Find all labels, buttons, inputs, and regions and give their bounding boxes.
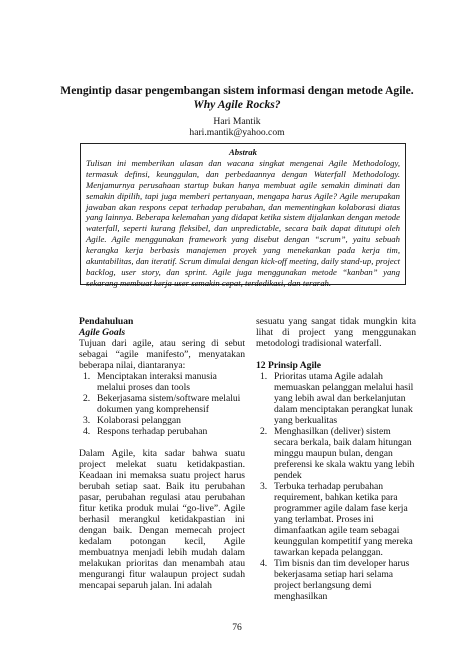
- goal-item: 1. Menciptakan interaksi manusia melalui proses dan tools: [83, 371, 217, 393]
- goals-intro: Tujuan dari agile, atau sering di sebut sebagai “agile manifesto”, menyatakan beberapa nilai, diantaranya:: [79, 338, 245, 371]
- principle-item: 1. Prioritas utama Agile adalah memuaskan pelanggan melalui hasil yang lebih awal dan berkelanjutan dalam menciptakan perangkat lunak yang berkualitas: [260, 371, 414, 426]
- principles-list: [256, 371, 416, 602]
- left-column: [79, 316, 245, 591]
- page-number: 76: [232, 622, 242, 633]
- principle-item: 2. Menghasilkan (deliver) sistem secara berkala, baik dalam hitungan minggu maupun bulan, dengan preferensi ke skala waktu yang lebih pendek: [260, 426, 415, 481]
- principle-item: 3. Terbuka terhadap perubahan requirement, bahkan ketika para programmer agile dalam fase kerja yang terlambat. Proses ini dimanfaatkan agile team sebagai keunggulan kompetitif yang mereka tawarkan kepada pelanggan.: [260, 481, 413, 558]
- goal-item: 2. Bekerjasama sistem/software melalui dokumen yang komprehensif: [83, 393, 241, 415]
- author-block: [0, 116, 474, 138]
- goal-item: 4. Respons terhadap perubahan: [83, 426, 208, 437]
- author-name: Hari Mantik: [213, 116, 261, 127]
- goal-item: 3. Kolaborasi pelanggan: [83, 415, 181, 426]
- section-heading-pendahuluan: Pendahuluan: [79, 316, 134, 327]
- author-email: hari.mantik@yahoo.com: [189, 127, 285, 138]
- paper-title: [0, 84, 474, 112]
- left-body-paragraph: Dalam Agile, kita sadar bahwa suatu project melekat suatu ketidakpastian. Keadaan ini memaksa suatu project harus berubah setiap saat. Baik itu perubahan pasar, perubahan regulasi atau perubahan fitur ketika produk mulai “go-live”. Agile berhasil merangkul ketidakpastian ini dengan baik. Dengan memecah project kedalam potongan kecil, Agile membuatnya menjadi lebih mudah dalam melakukan prioritas dan menambah atau mengurangi fitur walaupun project sudah mencapai separuh jalan. Ini adalah: [79, 448, 245, 591]
- principle-item: 4. Tim bisnis dan tim developer harus bekerjasama setiap hari selama project berlangsung demi menghasilkan: [260, 558, 410, 602]
- section-heading-12-prinsip: 12 Prinsip Agile: [256, 360, 322, 371]
- abstract-text: Tulisan ini memberikan ulasan dan wacana singkat mengenai Agile Methodology, termasuk definsi, keunggulan, dan perbedaannya dengan Waterfall Methodology. Menjamurnya perusahaan startup bukan hanya membuat agile semakin diminati dan semakin dipilih, tapi juga memberi pertanyaan, mengapa harus Agile? Agile merupakan jawaban akan respons cepat terhadap perubahan, dan mementingkan kolaborasi diatas yang lainnya. Beberapa kelemahan yang didapat ketika sistem dijalankan dengan metode waterfall, seperti kurang fleksibel, dan unpredictable, secara baik dapat ditutupi oleh Agile. Agile menggunakan framework yang disebut dengan “scrum”, yaitu sebuah kerangka kerja berbasis manajemen proyek yang menekankan pada kerja tim, akuntabilitas, dan iteratif. Scrum dimulai dengan kick-off meeting, daily stand-up, project backlog, user story, dan sprint. Agile juga menggunakan metode “kanban” yang sekarang membuat kerja user semakin cepat, terdedikasi, dan terarah.: [86, 157, 400, 288]
- right-column: [256, 316, 416, 602]
- subheading-agile-goals: Agile Goals: [79, 327, 126, 338]
- goals-list: [79, 371, 245, 437]
- title-line-2: Why Agile Rocks?: [193, 98, 281, 111]
- abstract-box: [80, 143, 406, 288]
- right-intro-paragraph: sesuatu yang sangat tidak mungkin kita lihat di project yang menggunakan metodologi tradisional waterfall.: [256, 316, 416, 349]
- title-line-1: Mengintip dasar pengembangan sistem informasi dengan metode Agile.: [60, 84, 414, 97]
- abstract-heading: Abstrak: [228, 147, 257, 157]
